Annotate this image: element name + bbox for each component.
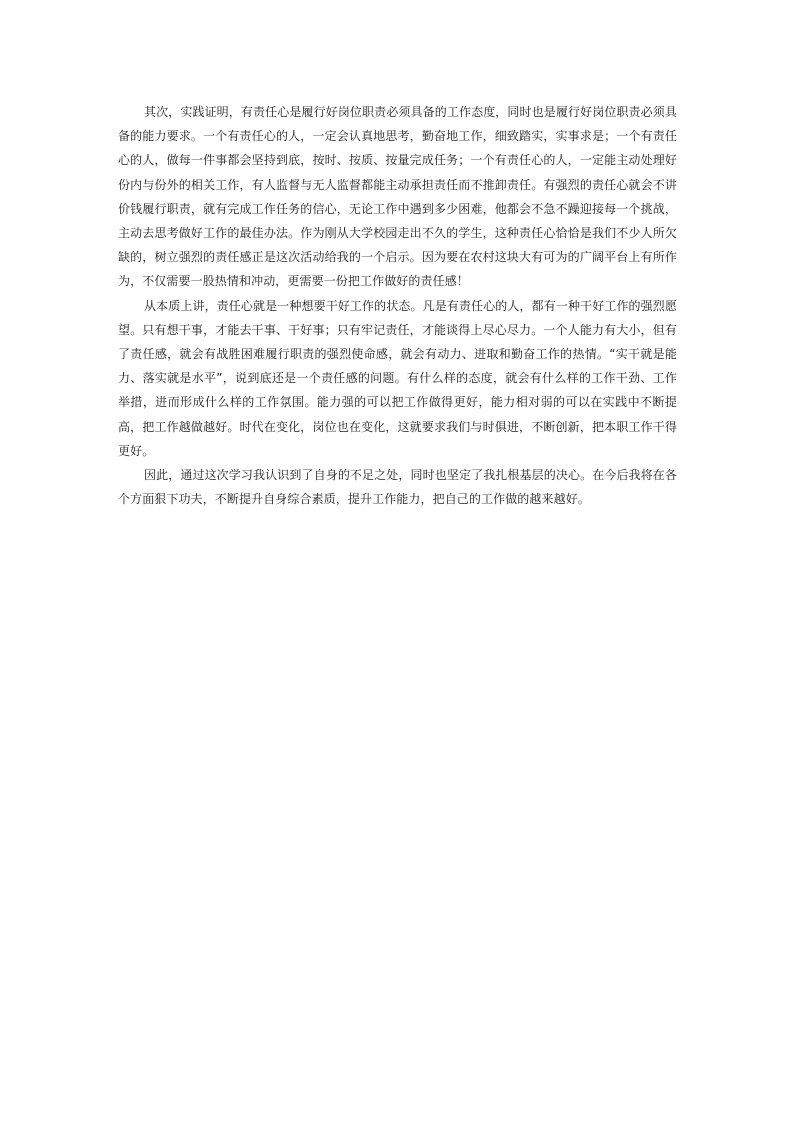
paragraph-practice: 其次，实践证明，有责任心是履行好岗位职责必须具备的工作态度，同时也是履行好岗位职责必须具备的能力要求。一个有责任心的人，一定会认真地思考，勤奋地工作，细致踏实，实事求是；一个有责任心的人，做每一件事都会坚持到底，按时、按质、按量完成任务；一个有责任心的人，一定能主动处理好份内与份外的相关工作，有人监督与无人监督都能主动承担责任而不推卸责任。有强烈的责任心就会不讲价钱履行职责，就有完成工作任务的信心，无论工作中遇到多少困难，他都会不急不躁迎接每一个挑战，主动去思考做好工作的最佳办法。作为刚从大学校园走出不久的学生，这种责任心恰恰是我们不少人所欠缺的，树立强烈的责任感正是这次活动给我的一个启示。因为要在农村这块大有可为的广阔平台上有所作为，不仅需要一股热情和冲动，更需要一份把工作做好的责任感！ — [118, 105, 677, 289]
paragraph-essence: 从本质上讲，责任心就是一种想要干好工作的状态。凡是有责任心的人，都有一种干好工作的强烈愿望。只有想干事，才能去干事、干好事；只有牢记责任，才能谈得上尽心尽力。一个人能力有大小，但有了责任感，就会有战胜困难履行职责的强烈使命感，就会有动力、进取和勤奋工作的热情。“实干就是能力、落实就是水平”，说到底还是一个责任感的问题。有什么样的态度，就会有什么样的工作干劲、工作举措，进而形成什么样的工作氛围。能力强的可以把工作做得更好，能力相对弱的可以在实践中不断提高，把工作越做越好。时代在变化，岗位也在变化，这就要求我们与时俱进，不断创新，把本职工作干得更好。 — [118, 298, 677, 458]
document-body — [118, 100, 677, 511]
paragraph-conclusion: 因此，通过这次学习我认识到了自身的不足之处，同时也坚定了我扎根基层的决心。在今后我将在各个方面狠下功夫，不断提升自身综合素质，提升工作能力，把自己的工作做的越来越好。 — [118, 468, 677, 507]
